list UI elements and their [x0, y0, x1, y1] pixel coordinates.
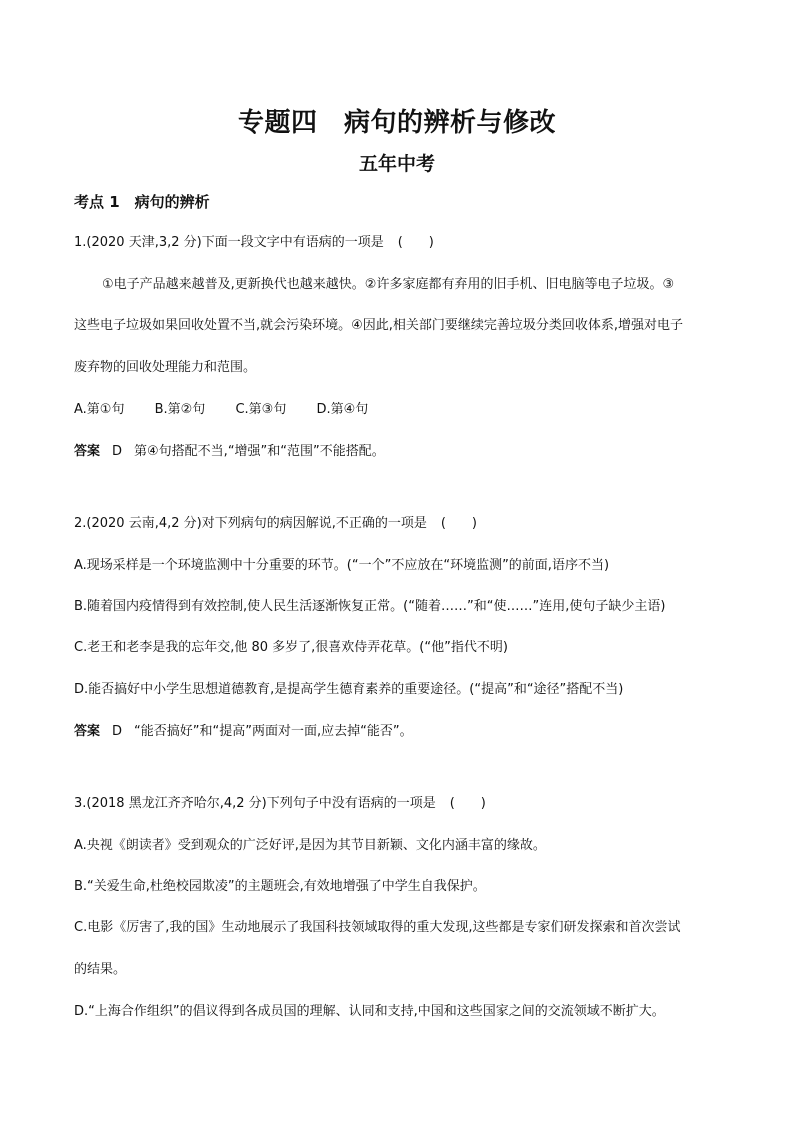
page-subtitle: 五年中考	[358, 153, 435, 175]
question-3-stem	[74, 794, 486, 814]
question-2-answer	[74, 722, 413, 742]
option-b: B.第②句	[154, 402, 206, 417]
answer-explanation: 第④句搭配不当,“增强”和“范围”不能搭配。	[134, 444, 385, 459]
question-stem-text: 2.(2020 云南,4,2 分)对下列病句的病因解说,不正确的一项是	[74, 516, 427, 531]
answer-letter: D	[112, 724, 123, 739]
option-a: A.第①句	[74, 402, 125, 417]
passage-line: ①电子产品越来越普及,更新换代也越来越快。②许多家庭都有弃用的旧手机、旧电脑等电子垃圾。③	[102, 277, 675, 292]
question-1-options	[74, 400, 394, 420]
option-b: B.“关爱生命,杜绝校园欺凌”的主题班会,有效地增强了中学生自我保护。	[74, 879, 486, 894]
section-heading: 考点 1 病句的辨析	[74, 193, 210, 211]
answer-letter: D	[112, 444, 123, 459]
option-c: C.老王和老李是我的忘年交,他 80 多岁了,很喜欢侍弄花草。(“他”指代不明)	[74, 640, 508, 655]
question-1-stem	[74, 233, 434, 253]
option-d: D.第④句	[316, 402, 369, 417]
option-c: C.电影《厉害了,我的国》生动地展示了我国科技领域取得的重大发现,这些都是专家们研发探索和首次尝试	[74, 920, 681, 935]
option-b: B.随着国内疫情得到有效控制,使人民生活逐渐恢复正常。(“随着……”和“使……”连用,使句子缺少主语)	[74, 599, 666, 614]
question-stem-text: 3.(2018 黑龙江齐齐哈尔,4,2 分)下列句子中没有语病的一项是	[74, 796, 436, 811]
option-d: D.能否搞好中小学生思想道德教育,是提高学生德育素养的重要途径。(“提高”和“途径”搭配不当)	[74, 682, 624, 697]
question-1-answer	[74, 442, 385, 462]
option-d: D.“上海合作组织”的倡议得到各成员国的理解、认同和支持,中国和这些国家之间的交流领域不断扩大。	[74, 1004, 665, 1019]
answer-paren: ( )	[397, 235, 434, 250]
option-a: A.央视《朗读者》受到观众的广泛好评,是因为其节目新颖、文化内涵丰富的缘故。	[74, 838, 546, 853]
answer-label: 答案	[74, 444, 101, 459]
answer-paren: ( )	[440, 516, 477, 531]
answer-label: 答案	[74, 724, 101, 739]
option-c: C.第③句	[235, 402, 287, 417]
question-2-stem	[74, 514, 477, 534]
passage-line: 这些电子垃圾如果回收处置不当,就会污染环境。④因此,相关部门要继续完善垃圾分类回收体系,增强对电子	[74, 318, 684, 333]
option-c-continued: 的结果。	[74, 962, 127, 977]
page-title: 专题四 病句的辨析与修改	[237, 108, 556, 138]
answer-explanation: “能否搞好”和“提高”两面对一面,应去掉“能否”。	[134, 724, 413, 739]
answer-paren: ( )	[449, 796, 486, 811]
question-stem-text: 1.(2020 天津,3,2 分)下面一段文字中有语病的一项是	[74, 235, 384, 250]
passage-line: 废弃物的回收处理能力和范围。	[74, 360, 257, 375]
option-a: A.现场采样是一个环境监测中十分重要的环节。(“一个”不应放在“环境监测”的前面,语序不当)	[74, 558, 610, 573]
